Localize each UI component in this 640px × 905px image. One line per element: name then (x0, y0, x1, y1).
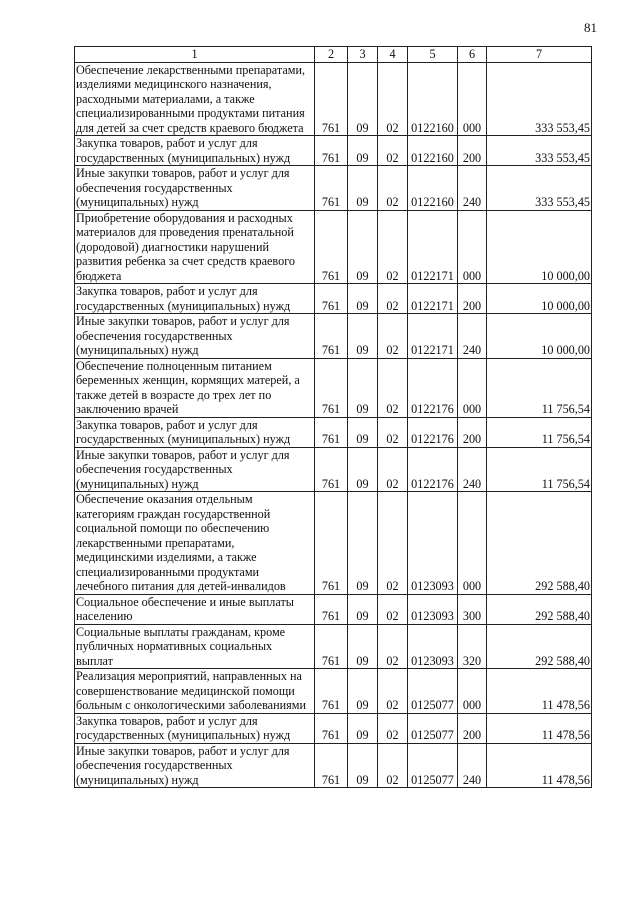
item-name-cell: Обеспечение полноценным питанием беременных женщин, кормящих матерей, а также детей в возрасте до трех лет по заключению врачей (75, 358, 315, 417)
subsection-code-cell: 02 (378, 492, 408, 595)
section-code-cell: 09 (348, 492, 378, 595)
subsection-code-cell: 02 (378, 62, 408, 136)
admin-code-cell: 761 (315, 594, 348, 624)
section-code-cell: 09 (348, 447, 378, 492)
subsection-code-cell: 02 (378, 358, 408, 417)
section-code-cell: 09 (348, 417, 378, 447)
amount-cell: 10 000,00 (487, 314, 592, 359)
amount-cell: 11 478,56 (487, 743, 592, 788)
admin-code-cell: 761 (315, 358, 348, 417)
admin-code-cell: 761 (315, 624, 348, 669)
expense-type-cell: 000 (458, 210, 487, 284)
section-code-cell: 09 (348, 624, 378, 669)
target-article-cell: 0122176 (408, 417, 458, 447)
table-row (75, 447, 592, 492)
section-code-cell: 09 (348, 713, 378, 743)
amount-cell: 11 756,54 (487, 417, 592, 447)
subsection-code-cell: 02 (378, 417, 408, 447)
expense-type-cell: 000 (458, 492, 487, 595)
section-code-cell: 09 (348, 62, 378, 136)
section-code-cell: 09 (348, 358, 378, 417)
amount-cell: 292 588,40 (487, 492, 592, 595)
item-name-cell: Обеспечение лекарственными препаратами, изделиями медицинского назначения, расходными материалами, а также специализированными продуктами питания для детей за счет средств краевого бюджета (75, 62, 315, 136)
item-name-cell: Закупка товаров, работ и услуг для государственных (муниципальных) нужд (75, 713, 315, 743)
amount-cell: 11 756,54 (487, 447, 592, 492)
subsection-code-cell: 02 (378, 669, 408, 714)
header-col-6: 6 (458, 47, 487, 63)
table-row (75, 358, 592, 417)
table-row (75, 624, 592, 669)
header-col-7: 7 (487, 47, 592, 63)
admin-code-cell: 761 (315, 417, 348, 447)
subsection-code-cell: 02 (378, 210, 408, 284)
expense-type-cell: 200 (458, 417, 487, 447)
expense-type-cell: 000 (458, 62, 487, 136)
target-article-cell: 0122160 (408, 136, 458, 166)
expense-type-cell: 320 (458, 624, 487, 669)
target-article-cell: 0122160 (408, 166, 458, 211)
amount-cell: 10 000,00 (487, 284, 592, 314)
amount-cell: 333 553,45 (487, 62, 592, 136)
header-col-1: 1 (75, 47, 315, 63)
amount-cell: 10 000,00 (487, 210, 592, 284)
admin-code-cell: 761 (315, 314, 348, 359)
table-row (75, 713, 592, 743)
subsection-code-cell: 02 (378, 166, 408, 211)
table-row (75, 136, 592, 166)
item-name-cell: Закупка товаров, работ и услуг для государственных (муниципальных) нужд (75, 136, 315, 166)
item-name-cell: Иные закупки товаров, работ и услуг для обеспечения государственных (муниципальных) нужд (75, 166, 315, 211)
header-col-2: 2 (315, 47, 348, 63)
amount-cell: 292 588,40 (487, 624, 592, 669)
target-article-cell: 0125077 (408, 713, 458, 743)
expense-type-cell: 240 (458, 743, 487, 788)
target-article-cell: 0123093 (408, 492, 458, 595)
target-article-cell: 0123093 (408, 594, 458, 624)
admin-code-cell: 761 (315, 492, 348, 595)
section-code-cell: 09 (348, 314, 378, 359)
amount-cell: 333 553,45 (487, 166, 592, 211)
item-name-cell: Социальное обеспечение и иные выплаты населению (75, 594, 315, 624)
table-row (75, 166, 592, 211)
table-row (75, 417, 592, 447)
table-row (75, 62, 592, 136)
section-code-cell: 09 (348, 284, 378, 314)
item-name-cell: Иные закупки товаров, работ и услуг для обеспечения государственных (муниципальных) нужд (75, 447, 315, 492)
table-row (75, 314, 592, 359)
item-name-cell: Обеспечение оказания отдельным категориям граждан государственной социальной помощи по обеспечению лекарственными препаратами, медицинскими изделиями, а также специализированными продуктами лечебного питания для детей-инвалидов (75, 492, 315, 595)
admin-code-cell: 761 (315, 669, 348, 714)
budget-table (74, 46, 592, 788)
item-name-cell: Иные закупки товаров, работ и услуг для обеспечения государственных (муниципальных) нужд (75, 743, 315, 788)
amount-cell: 11 756,54 (487, 358, 592, 417)
expense-type-cell: 200 (458, 136, 487, 166)
header-col-5: 5 (408, 47, 458, 63)
page-number: 81 (584, 20, 597, 35)
item-name-cell: Закупка товаров, работ и услуг для государственных (муниципальных) нужд (75, 284, 315, 314)
item-name-cell: Приобретение оборудования и расходных материалов для проведения пренатальной (дородовой) диагностики нарушений развития ребенка за счет средств краевого бюджета (75, 210, 315, 284)
item-name-cell: Закупка товаров, работ и услуг для государственных (муниципальных) нужд (75, 417, 315, 447)
admin-code-cell: 761 (315, 166, 348, 211)
expense-type-cell: 200 (458, 284, 487, 314)
section-code-cell: 09 (348, 210, 378, 284)
admin-code-cell: 761 (315, 62, 348, 136)
target-article-cell: 0122160 (408, 62, 458, 136)
expense-type-cell: 300 (458, 594, 487, 624)
target-article-cell: 0125077 (408, 669, 458, 714)
subsection-code-cell: 02 (378, 284, 408, 314)
target-article-cell: 0122176 (408, 447, 458, 492)
table-row (75, 210, 592, 284)
subsection-code-cell: 02 (378, 713, 408, 743)
target-article-cell: 0122176 (408, 358, 458, 417)
target-article-cell: 0122171 (408, 284, 458, 314)
expense-type-cell: 000 (458, 669, 487, 714)
section-code-cell: 09 (348, 743, 378, 788)
table-row (75, 669, 592, 714)
table-row (75, 594, 592, 624)
subsection-code-cell: 02 (378, 447, 408, 492)
subsection-code-cell: 02 (378, 624, 408, 669)
admin-code-cell: 761 (315, 284, 348, 314)
item-name-cell: Социальные выплаты гражданам, кроме публичных нормативных социальных выплат (75, 624, 315, 669)
item-name-cell: Иные закупки товаров, работ и услуг для обеспечения государственных (муниципальных) нужд (75, 314, 315, 359)
expense-type-cell: 000 (458, 358, 487, 417)
target-article-cell: 0125077 (408, 743, 458, 788)
header-col-3: 3 (348, 47, 378, 63)
subsection-code-cell: 02 (378, 594, 408, 624)
table-row (75, 284, 592, 314)
section-code-cell: 09 (348, 594, 378, 624)
admin-code-cell: 761 (315, 447, 348, 492)
table-row (75, 492, 592, 595)
expense-type-cell: 240 (458, 166, 487, 211)
admin-code-cell: 761 (315, 743, 348, 788)
section-code-cell: 09 (348, 166, 378, 211)
admin-code-cell: 761 (315, 136, 348, 166)
admin-code-cell: 761 (315, 210, 348, 284)
expense-type-cell: 240 (458, 314, 487, 359)
subsection-code-cell: 02 (378, 743, 408, 788)
table-row (75, 743, 592, 788)
table-header-row (75, 47, 592, 63)
amount-cell: 11 478,56 (487, 669, 592, 714)
header-col-4: 4 (378, 47, 408, 63)
expense-type-cell: 200 (458, 713, 487, 743)
expense-type-cell: 240 (458, 447, 487, 492)
amount-cell: 333 553,45 (487, 136, 592, 166)
target-article-cell: 0122171 (408, 314, 458, 359)
section-code-cell: 09 (348, 136, 378, 166)
subsection-code-cell: 02 (378, 314, 408, 359)
amount-cell: 11 478,56 (487, 713, 592, 743)
target-article-cell: 0123093 (408, 624, 458, 669)
admin-code-cell: 761 (315, 713, 348, 743)
target-article-cell: 0122171 (408, 210, 458, 284)
item-name-cell: Реализация мероприятий, направленных на совершенствование медицинской помощи больным с онкологическими заболеваниями (75, 669, 315, 714)
amount-cell: 292 588,40 (487, 594, 592, 624)
subsection-code-cell: 02 (378, 136, 408, 166)
section-code-cell: 09 (348, 669, 378, 714)
